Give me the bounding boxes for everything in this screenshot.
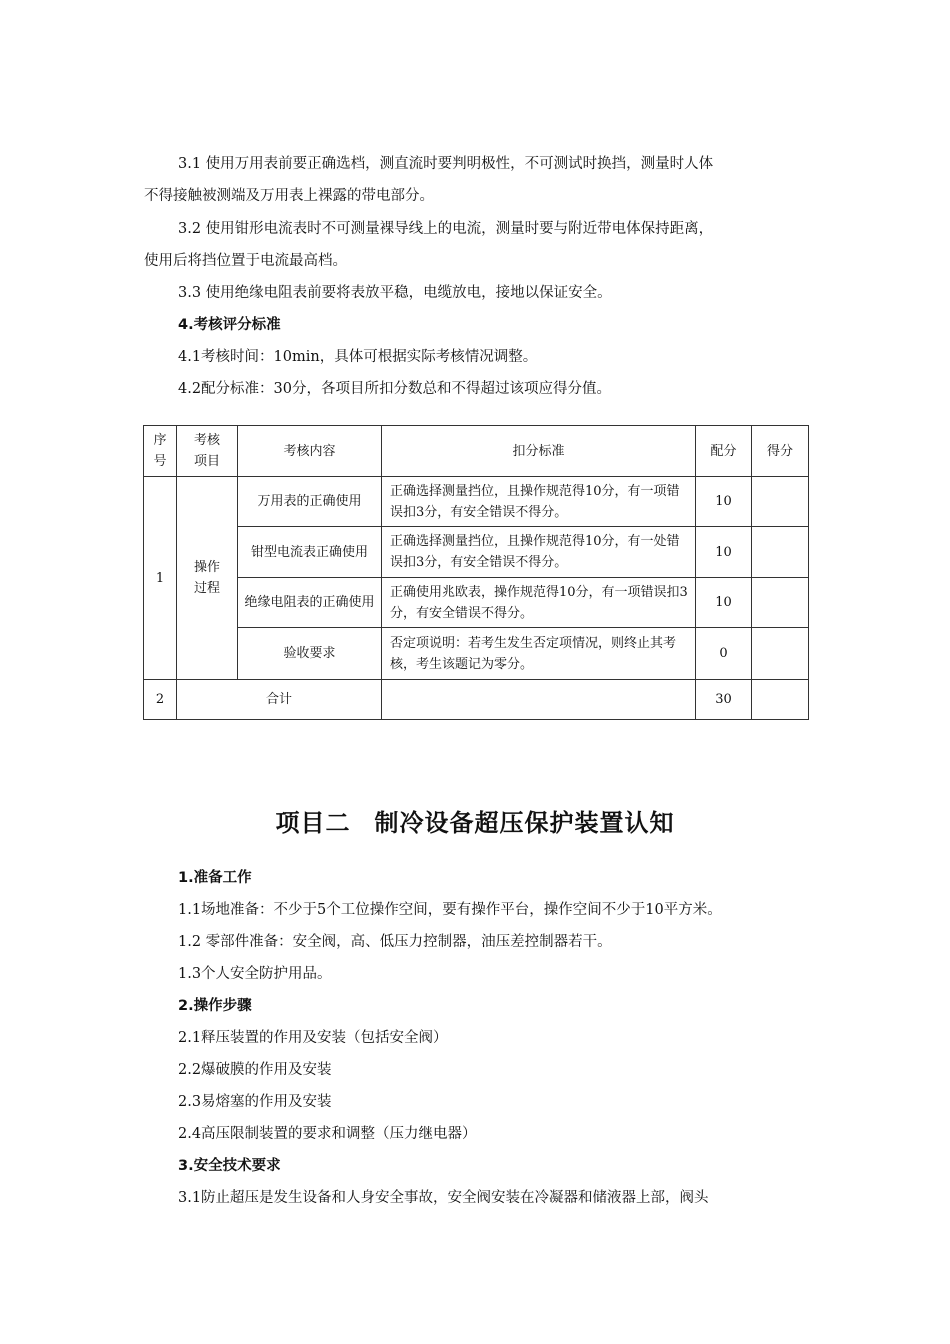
header-seq: 序 号 [144, 426, 177, 477]
scoring-table [143, 425, 809, 720]
paragraph-2-2: 2.2爆破膜的作用及安装 [178, 1062, 332, 1078]
table-row [144, 527, 809, 578]
row-criteria: 否定项说明：若考生发生否定项情况，则终止其考核，考生该题记为零分。 [382, 628, 696, 680]
header-item: 考核 项目 [177, 426, 238, 477]
paragraph-4-2: 4.2配分标准：30分，各项目所扣分数总和不得超过该项应得分值。 [178, 381, 612, 397]
row-points: 10 [696, 527, 752, 578]
total-label: 合计 [177, 680, 382, 720]
row-criteria: 正确选择测量挡位，且操作规范得10分，有一处错误扣3分，有安全错误不得分。 [382, 527, 696, 578]
paragraph-2-1: 2.1释压装置的作用及安装（包括安全阀） [178, 1030, 448, 1046]
paragraph-3-3: 3.3 使用绝缘电阻表前要将表放平稳，电缆放电，接地以保证安全。 [178, 285, 612, 301]
row-points: 10 [696, 477, 752, 527]
paragraph-1-1: 1.1场地准备：不少于5个工位操作空间，要有操作平台，操作空间不少于10平方米。 [178, 902, 722, 918]
row-criteria: 正确使用兆欧表，操作规范得10分，有一项错误扣3分，有安全错误不得分。 [382, 578, 696, 628]
row-score [752, 578, 809, 628]
table-total-row [144, 680, 809, 720]
table-header-row [144, 426, 809, 477]
paragraph-1-2: 1.2 零部件准备：安全阀，高、低压力控制器，油压差控制器若干。 [178, 934, 612, 950]
heading-4: 4.考核评分标准 [178, 317, 281, 333]
total-seq: 2 [144, 680, 177, 720]
paragraph-2-3: 2.3易熔塞的作用及安装 [178, 1094, 332, 1110]
project-title-number: 项目二 [275, 809, 351, 837]
heading-1-prep: 1.准备工作 [178, 870, 252, 886]
row-score [752, 527, 809, 578]
header-criteria: 扣分标准 [382, 426, 696, 477]
row-criteria: 正确选择测量挡位，且操作规范得10分，有一项错误扣3分，有安全错误不得分。 [382, 477, 696, 527]
table-row [144, 628, 809, 680]
paragraph-3-2-line2: 使用后将挡位置于电流最高档。 [144, 253, 347, 269]
row-content: 绝缘电阻表的正确使用 [238, 578, 382, 628]
row-content: 钳型电流表正确使用 [238, 527, 382, 578]
heading-3-safety: 3.安全技术要求 [178, 1158, 281, 1174]
row-content: 万用表的正确使用 [238, 477, 382, 527]
table-row [144, 477, 809, 527]
paragraph-3-1-line1: 3.1 使用万用表前要正确选档，测直流时要判明极性，不可测试时换挡，测量时人体 [178, 156, 714, 172]
total-criteria [382, 680, 696, 720]
heading-2-steps: 2.操作步骤 [178, 998, 252, 1014]
paragraph-1-3: 1.3个人安全防护用品。 [178, 966, 332, 982]
row-score [752, 477, 809, 527]
group-seq: 1 [144, 477, 177, 680]
total-points: 30 [696, 680, 752, 720]
total-score [752, 680, 809, 720]
project-title-text: 制冷设备超压保护装置认知 [374, 809, 675, 837]
row-points: 0 [696, 628, 752, 680]
header-points: 配分 [696, 426, 752, 477]
row-content: 验收要求 [238, 628, 382, 680]
row-points: 10 [696, 578, 752, 628]
paragraph-3-2-line1: 3.2 使用钳形电流表时不可测量裸导线上的电流，测量时要与附近带电体保持距离， [178, 221, 714, 237]
paragraph-3-1-line2: 不得接触被测端及万用表上裸露的带电部分。 [144, 188, 434, 204]
header-content: 考核内容 [238, 426, 382, 477]
paragraph-4-1: 4.1考核时间：10min，具体可根据实际考核情况调整。 [178, 349, 538, 365]
group-item: 操作 过程 [177, 477, 238, 680]
table-row [144, 578, 809, 628]
paragraph-3-1-project2: 3.1防止超压是发生设备和人身安全事故，安全阀安装在冷凝器和储液器上部，阀头 [178, 1190, 709, 1206]
row-score [752, 628, 809, 680]
paragraph-2-4: 2.4高压限制装置的要求和调整（压力继电器） [178, 1126, 477, 1142]
project-title [0, 803, 950, 838]
header-score: 得分 [752, 426, 809, 477]
